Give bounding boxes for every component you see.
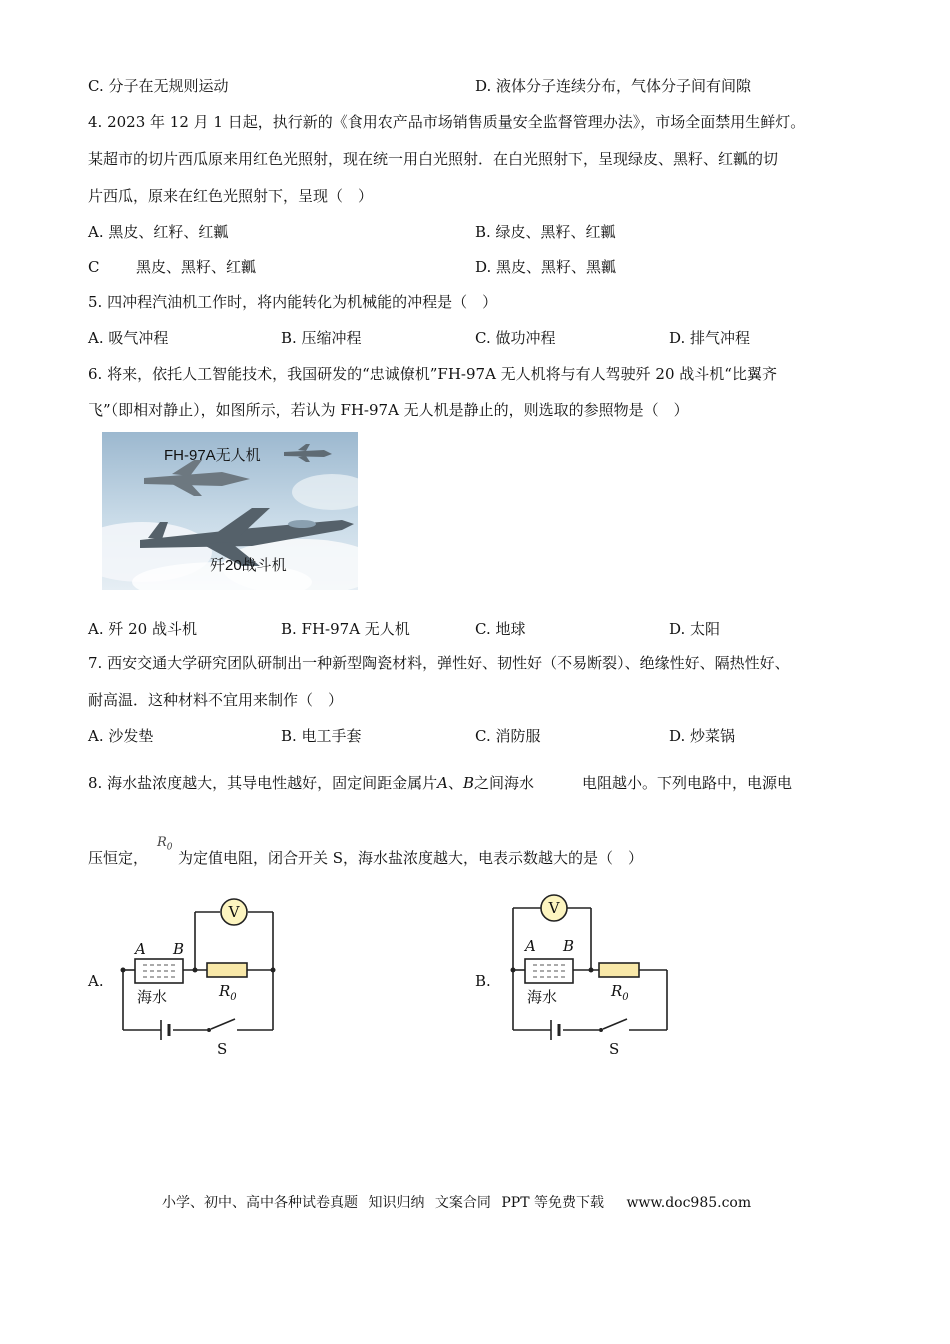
q4-option-c-label: C (88, 258, 100, 276)
q8-option-a-label: A. (88, 972, 104, 990)
svg-text:V: V (228, 903, 240, 921)
q8-sep: 、 (447, 774, 463, 792)
footer-text-4: PPT 等免费下载 (501, 1195, 604, 1211)
q3-option-d: D. 液体分子连续分布，气体分子间有间隙 (475, 77, 752, 95)
q4-stem-line2: 某超市的切片西瓜原来用红色光照射，现在统一用白光照射．在白光照射下，呈现绿皮、黑籽、红瓤的切 (88, 150, 779, 168)
svg-text:R0: $R_0$ (219, 982, 237, 1003)
footer-url[interactable]: www.doc985.com (626, 1195, 752, 1211)
footer-text-1: 小学、初中、高中各种试卷真题 (162, 1195, 358, 1211)
footer-text-2: 知识归纳 (368, 1195, 425, 1211)
q8-var-a: A (437, 774, 448, 792)
svg-text:海水: 海水 (137, 988, 168, 1006)
q3-option-c: C. 分子在无规则运动 (88, 77, 229, 95)
label-drone: FH-97A无人机 (164, 447, 261, 464)
svg-text:A: A (525, 937, 536, 955)
q4-option-a: A. 黑皮、红籽、红瓤 (88, 223, 229, 241)
q6-option-c: C. 地球 (475, 620, 526, 638)
q5-option-d: D. 排气冲程 (669, 329, 751, 347)
q5-option-c: C. 做功冲程 (475, 329, 556, 347)
q7-stem-line2: 耐高温．这种材料不宜用来制作（ ） (88, 691, 344, 709)
q6-option-a: A. 歼 20 战斗机 (88, 620, 197, 638)
svg-text:A: A (135, 940, 146, 958)
q4-stem-line1: 4. 2023 年 12 月 1 日起，执行新的《食用农产品市场销售质量安全监督管理办法》，市场全面禁用生鲜灯。 (88, 113, 806, 131)
q8-r0-symbol: $R_0$ (157, 835, 173, 853)
svg-text:V: V (548, 899, 560, 917)
label-fighter: 歼20战斗机 (210, 557, 287, 574)
q6-option-d: D. 太阳 (669, 620, 721, 638)
q7-option-c: C. 消防服 (475, 727, 541, 745)
circuit-a (115, 895, 285, 1064)
svg-text:B: B (563, 937, 575, 955)
q8-line1-part2: 之间海水 (473, 774, 534, 792)
q7-option-a: A. 沙发垫 (88, 727, 154, 745)
q6-stem-line2: 飞”（即相对静止），如图所示，若认为 FH-97A 无人机是静止的，则选取的参照物是（ ） (88, 401, 689, 419)
q4-stem-line3: 片西瓜，原来在红色光照射下，呈现（ ） (88, 187, 374, 205)
q8-line1-part1: 8. 海水盐浓度越大，其导电性越好，固定间距金属片 (88, 774, 438, 792)
svg-text:R0: $R_0$ (611, 982, 629, 1003)
q7-option-b: B. 电工手套 (281, 727, 362, 745)
footer-text-3: 文案合同 (434, 1195, 491, 1211)
q5-stem: 5. 四冲程汽油机工作时，将内能转化为机械能的冲程是（ ） (88, 293, 498, 311)
q8-stem-line2-part1: 压恒定， (88, 849, 149, 867)
q8-stem-line2-part2: 为定值电阻，闭合开关 S，海水盐浓度越大，电表示数越大的是（ ） (178, 849, 644, 867)
q8-line1-part3: 电阻越小。下列电路中，电源电 (582, 774, 793, 792)
aircraft-photo (102, 432, 358, 590)
svg-text:B: B (173, 940, 185, 958)
aircraft-illustration (102, 432, 358, 590)
q8-var-b: B (462, 774, 474, 792)
q4-option-c-text: 黑皮、黑籽、红瓤 (136, 258, 257, 276)
q6-option-b: B. FH-97A 无人机 (281, 620, 410, 638)
svg-text:S: S (217, 1040, 228, 1058)
svg-text:海水: 海水 (527, 988, 558, 1006)
q4-option-d: D. 黑皮、黑籽、黑瓤 (475, 258, 617, 276)
q5-option-b: B. 压缩冲程 (281, 329, 362, 347)
q6-stem-line1: 6. 将来，依托人工智能技术，我国研发的“忠诚僚机”FH-97A 无人机将与有人驾驶歼 20 战斗机“比翼齐 (88, 365, 777, 383)
q5-option-a: A. 吸气冲程 (88, 329, 169, 347)
q7-stem-line1: 7. 西安交通大学研究团队研制出一种新型陶瓷材料，弹性好、韧性好（不易断裂）、绝缘性好、隔热性好、 (88, 654, 790, 672)
q8-option-b-label: B. (475, 972, 491, 990)
svg-text:S: S (609, 1040, 620, 1058)
circuit-b (505, 890, 675, 1064)
q4-option-b: B. 绿皮、黑籽、红瓤 (475, 223, 616, 241)
q8-stem-line1 (88, 773, 792, 793)
footer (162, 1192, 757, 1212)
q7-option-d: D. 炒菜锅 (669, 727, 736, 745)
